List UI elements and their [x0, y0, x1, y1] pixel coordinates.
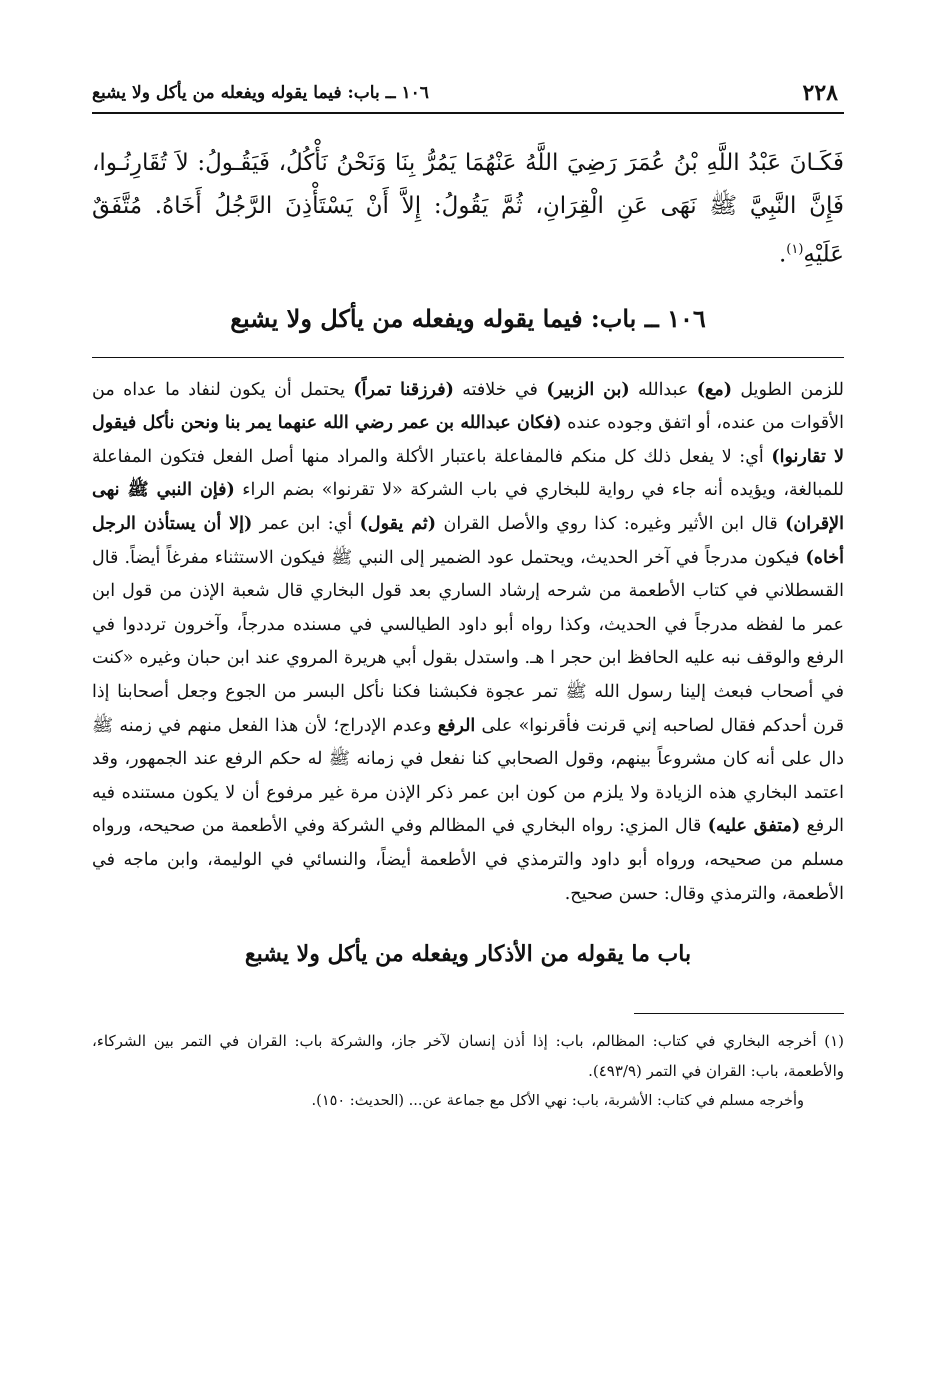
commentary-quote: الرفع	[437, 715, 476, 736]
hadith-body: فَكَـانَ عَبْدُ اللَّهِ بْنُ عُمَرَ رَضِيَ اللَّهُ عَنْهُمَا يَمُرُّ بِنَا وَنَحْنُ نَأْكُلُ، فَيَقُـولُ: لاَ تُقَارِنُـوا، فَإِنَّ النَّبِيَّ ﷺ نَهَى عَنِ الْقِرَانِ، ثُمَّ يَقُولُ: إِلاَّ أَنْ يَسْتَأْذِنَ الرَّجُلُ أَخَاهُ. مُتَّفَقٌ عَلَيْهِ	[92, 150, 844, 268]
commentary-quote: (فرزقنا تمراً)	[353, 379, 454, 400]
commentary-quote: (فكان عبدالله بن عمر رضي الله عنهما يمر بنا ونحن نأكل فيقول لا تقارنوا)	[92, 413, 844, 467]
book-page	[92, 78, 844, 1116]
commentary-paragraph	[92, 374, 844, 912]
commentary-quote: (فإن النبي ﷺ نهى الإقران)	[92, 480, 845, 535]
footnote-1-continued: وأخرجه مسلم في كتاب: الأشربة، باب: نهي الأكل مع جماعة عن... (الحديث: ١٥٠).	[311, 1093, 804, 1110]
running-header	[92, 78, 844, 114]
commentary-text: أي: لا يفعل ذلك كل منكم فالمفاعلة باعتبار الأكلة والمراد منها أصل الفعل فتكون المفاعلة للمبالغة، ويؤيده أنه جاء في رواية للبخاري في باب الشركة «لا تقرنوا» بضم الراء	[92, 446, 844, 501]
commentary-text: في خلافته	[453, 379, 547, 400]
page-number: ٢٢٨	[802, 80, 838, 106]
commentary-text: فيكون مدرجاً في آخر الحديث، ويحتمل عود الضمير إلى النبي ﷺ فيكون الاستثناء مفرغاً أيضاً. قال القسطلاني في كتاب الأطعمة من شرحه إرشاد الساري بعد قول البخاري قال شعبة الإذن من قول ابن عمر ما لفظه مدرجاً في الحديث، وكذا رواه أبو داود الطيالسي في مسنده مدرجاً، وآخرون ترددوا في الرفع والوقف نبه عليه الحافظ ابن حجر ا هـ. واستدل بقول أبي هريرة المروي عند ابن حبان وغيره «كنت في أصحاب فبعث إلينا رسول الله ﷺ تمر عجوة فكبشنا فكنا نأكل البسر من الجوع وجعل أصحابنا إذا قرن أحدكم فقال لصاحبه إني قرنت فأقرنوا» على	[92, 547, 844, 736]
commentary-text: عبدالله	[629, 379, 697, 400]
commentary-quote: (متفق عليه)	[707, 816, 801, 837]
commentary-quote: (مع)	[696, 379, 732, 400]
footnote-1: (١) أخرجه البخاري في كتاب: المظالم، باب: إذا أذن إنسان لآخر جاز، والشركة باب: القران في التمر بين الشركاء، والأطعمة، باب: القران في التمر (٤٩٣/٩).	[92, 1032, 844, 1081]
adhkar-chapter-heading: باب ما يقوله من الأذكار ويفعله من يأكل ولا يشبع	[244, 941, 692, 968]
footnote-divider	[634, 1013, 844, 1014]
hadith-text: فَكَـانَ عَبْدُ اللَّهِ بْنُ عُمَرَ رَضِيَ اللَّهُ عَنْهُمَا يَمُرُّ بِنَا وَنَحْنُ نَأْكُلُ، فَيَقُـولُ: لاَ تُقَارِنُـوا، فَإِنَّ النَّبِيَّ ﷺ نَهَى عَنِ الْقِرَانِ، ثُمَّ يَقُولُ: إِلاَّ أَنْ يَسْتَأْذِنَ الرَّجُلُ أَخَاهُ. مُتَّفَقٌ عَلَيْهِ$^{(١)}$.	[92, 150, 844, 268]
running-title: ١٠٦ ــ باب: فيما يقوله ويفعله من يأكل ولا يشبع	[92, 83, 429, 103]
commentary-quote: (إلا أن يستأذن الرجل أخاه)	[92, 514, 844, 568]
commentary-text: يحتمل أن يكون لنفاد ما عداه من الأقوات من عنده، أو اتفق وجوده عنده	[92, 379, 844, 434]
commentary-text: وعدم الإدراج؛ لأن هذا الفعل منهم في زمنه ﷺ دال على أنه كان مشروعاً بينهم، وقول الصحابي كنا نفعل في زمانه ﷺ له حكم الرفع عند الجمهور، وقد اعتمد البخاري هذه الزيادة ولا يلزم من كون ابن عمر ذكر الإذن مرة غير مرفوع أن لا يكون مستنده فيه الرفع	[92, 715, 845, 837]
commentary-text: قال المزي: رواه البخاري في المظالم وفي الشركة وفي الأطعمة من صحيحه، ورواه مسلم من صحيحه، ورواه أبو داود والترمذي في الأطعمة أيضاً، والنسائي في الوليمة، وابن ماجه في الأطعمة، والترمذي وقال: حسن صحيح.	[92, 816, 844, 904]
commentary-text: قال ابن الأثير وغيره: كذا روي والأصل القران	[436, 514, 786, 535]
chapter-heading: ١٠٦ ــ باب: فيما يقوله ويفعله من يأكل ولا يشبع	[230, 303, 706, 333]
chapter-divider	[92, 357, 844, 358]
footnotes	[92, 1026, 844, 1116]
commentary-text: أي: ابن عمر	[252, 514, 360, 535]
commentary-text: للزمن الطويل	[731, 379, 844, 400]
commentary-quote: (بن الزبير)	[546, 379, 630, 400]
footnote-marker[interactable]: (١)	[786, 242, 804, 257]
commentary-quote: (ثم يقول)	[359, 514, 437, 535]
